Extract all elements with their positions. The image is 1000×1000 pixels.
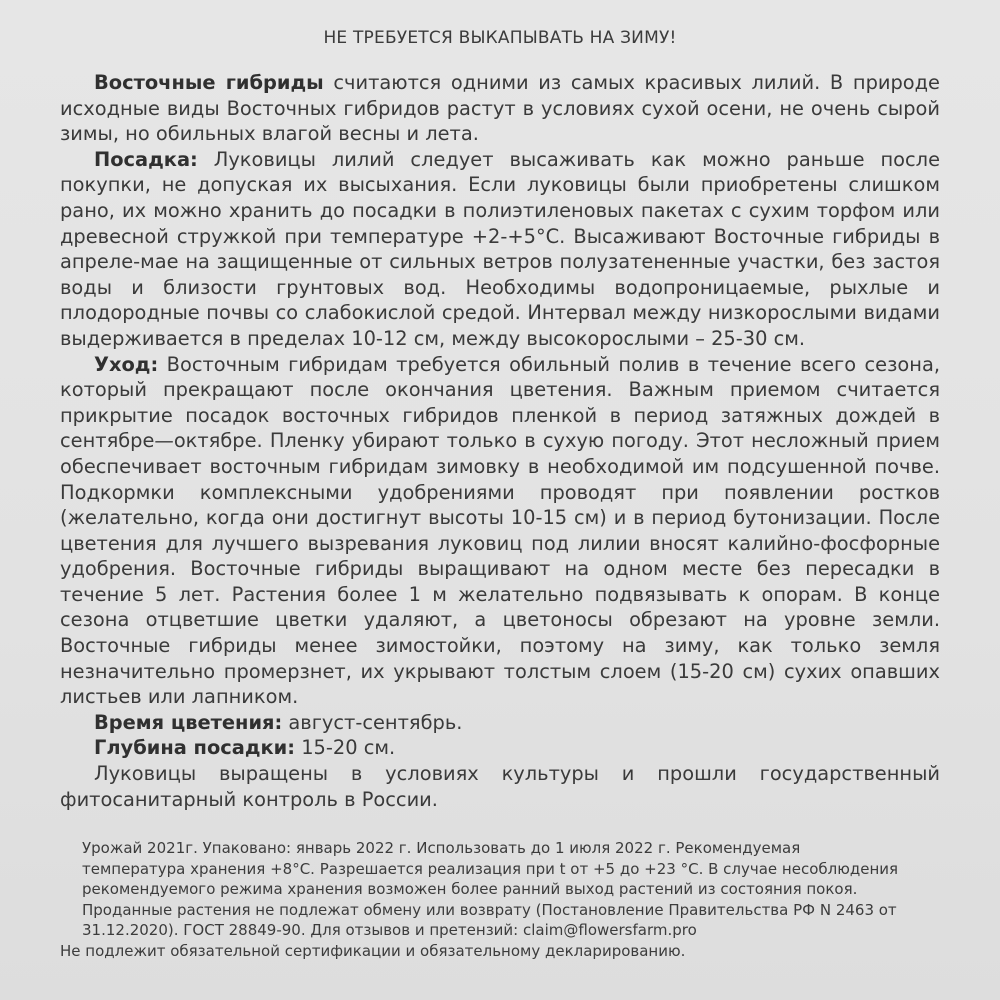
- fine-print: [60, 838, 940, 961]
- intro-text: считаются одними из самых красивых лилий. В природе исходные виды Восточных гибридов растут в условиях сухой осени, не очень сырой зимы, но обильных влагой весны и лета.: [60, 71, 940, 146]
- planting-term: Посадка:: [94, 147, 198, 171]
- origin-paragraph: [60, 761, 940, 812]
- intro-paragraph: [60, 70, 940, 147]
- depth-text: 15-20 см.: [295, 736, 396, 760]
- planting-text: Луковицы лилий следует высаживать как можно раньше после покупки, не допуская их высыхания. Если луковицы были приобретены слишком рано, их можно хранить до посадки в полиэтиленовых пакетах с сухим торфом или древесной стружкой при температуре +2-+5°С. Высаживают Восточные гибриды в апреле-мае на защищенные от сильных ветров полузатененные участки, без застоя воды и близости грунтовых вод. Необходимы водопроницаемые, рыхлые и плодородные почвы со слабокислой средой. Интервал между низкорослыми видами выдерживается в пределах 10-12 см, между высокорослыми – 25-30 см.: [60, 147, 940, 350]
- fine-print-line: Урожай 2021г. Упаковано: январь 2022 г. Использовать до 1 июля 2022 г. Рекомендуемая: [82, 839, 801, 858]
- intro-term: Восточные гибриды: [94, 71, 324, 94]
- fine-print-line: Не подлежит обязательной сертификации и обязательному декларированию.: [60, 941, 686, 960]
- description-body: [60, 70, 940, 812]
- fine-print-line: 31.12.2020). ГОСТ 28849-90. Для отзывов и претензий: claim@flowersfarm.pro: [82, 921, 697, 940]
- bloom-term: Время цветения:: [94, 710, 283, 734]
- care-text: Восточным гибридам требуется обильный полив в течение всего сезона, который прекращают после окончания цветения. Важным приемом считается прикрытие посадок восточных гибридов пленкой в период затяжных дождей в сентябре—октябре. Пленку убирают только в сухую погоду. Этот несложный прием обеспечивает восточным гибридам зимовку в необходимой им подсушенной почве. Подкормки комплексными удобрениями проводят при появлении ростков (желательно, когда они достигнут высоты 10-15 см) и в период бутонизации. После цветения для лучшего вызревания луковиц под лилии вносят калийно-фосфорные удобрения. Восточные гибриды выращивают на одном месте без пересадки в течение 5 лет. Растения более 1 м желательно подвязывать к опорам. В конце сезона отцветшие цветки удаляют, а цветоносы обрезают на уровне земли. Восточные гибриды менее зимостойки, поэтому на зиму, как только земля незначительно промерзнет, их укрывают толстым слоем (15-20 см) сухих опавших листьев или лапником.: [60, 352, 940, 709]
- page-title: НЕ ТРЕБУЕТСЯ ВЫКАПЫВАТЬ НА ЗИМУ!: [323, 28, 677, 48]
- planting-paragraph: [60, 147, 940, 352]
- care-paragraph: [60, 352, 940, 710]
- care-term: Уход:: [94, 352, 159, 376]
- fine-print-line: рекомендуемого режима хранения возможен более ранний выход растений из состояния покоя.: [82, 880, 858, 899]
- bloom-paragraph: [60, 710, 940, 736]
- fine-print-line: Проданные растения не подлежат обмену или возврату (Постановление Правительства РФ N 2463 от: [82, 900, 897, 919]
- origin-text: Луковицы выращены в условиях культуры и прошли государственный фитосанитарный контроль в России.: [60, 762, 940, 811]
- depth-term: Глубина посадки:: [94, 736, 296, 760]
- bloom-text: август-сентябрь.: [282, 710, 463, 734]
- fine-print-line: температура хранения +8°С. Разрешается реализация при t от +5 до +23 °С. В случае несоблюдения: [82, 859, 899, 878]
- depth-paragraph: [60, 735, 940, 761]
